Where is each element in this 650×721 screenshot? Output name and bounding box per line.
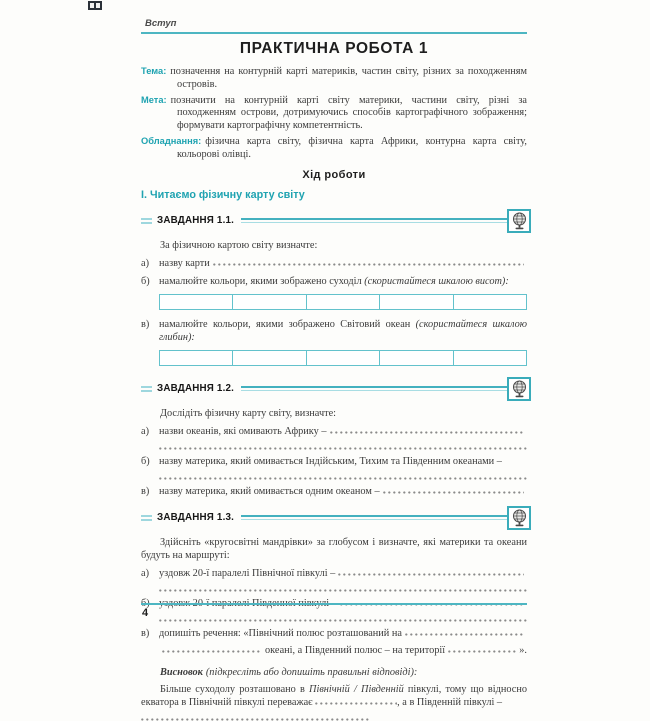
- color-box: [307, 294, 380, 310]
- task-1-1-band: [141, 209, 527, 233]
- equals-mark-icon: [141, 384, 152, 394]
- answer-dotted-line: [159, 447, 527, 450]
- conclusion-text: , а в Південній півкулі –: [397, 697, 503, 709]
- page-number: 4: [142, 607, 149, 619]
- item-marker: в): [141, 485, 150, 497]
- sentence-close: ».: [519, 644, 527, 656]
- item-text: намалюйте кольори, якими зображено суходіл: [159, 275, 362, 287]
- answer-dotted-line: [141, 718, 369, 721]
- task-1-1-item-b: [141, 275, 527, 313]
- task-1-2-item-a: [141, 425, 527, 450]
- item-marker: а): [141, 567, 149, 579]
- conclusion-paragraph: [141, 683, 527, 710]
- band-rule: [241, 386, 507, 392]
- equals-mark-icon: [141, 216, 152, 226]
- header-divider: [141, 32, 527, 34]
- item-text: назву материка, який омивається Індійським, Тихим та Південним океанами –: [159, 455, 502, 467]
- tema-label: Тема:: [141, 66, 167, 76]
- answer-dotted-line: [448, 650, 516, 653]
- conclusion-choice: Північній / Південній: [309, 683, 404, 695]
- task-1-2-item-v: [141, 485, 527, 498]
- color-box: [233, 350, 306, 366]
- answer-dotted-line: [159, 619, 527, 622]
- item-marker: в): [141, 627, 150, 639]
- conclusion-label: Висновок: [160, 666, 203, 678]
- meta-text: позначити на контурній карті світу материки, частини світу, різні за походженням острови, дотримуючись способів картографічного зображення; формувати картографічну компетентність.: [170, 94, 527, 132]
- conclusion-text: Більше суходолу розташовано в: [160, 683, 305, 695]
- color-box: [307, 350, 380, 366]
- band-rule: [241, 515, 507, 521]
- conclusion-text: півкулі, тому що відносно екватора в Північній півкулі переважає: [141, 683, 527, 709]
- desk-globe-icon: [507, 506, 531, 530]
- task-1-2-item-b: [141, 455, 527, 480]
- item-marker: б): [141, 275, 150, 287]
- task-1-3-item-v: [141, 627, 527, 657]
- color-box: [454, 294, 527, 310]
- task-1-1-intro: За фізичною картою світу визначте:: [160, 239, 318, 251]
- obladnannia-text: фізична карта світу, фізична карта Африки, контурна карта світу, кольорові олівці.: [177, 135, 527, 160]
- color-fill-boxes: [159, 294, 527, 310]
- answer-dotted-line: [315, 702, 397, 705]
- task-1-3-item-b: [141, 597, 527, 622]
- task-1-3-intro: Здійсніть «кругосвітні мандрівки» за глобусом і визначте, які материки та океани будуть на маршруті:: [141, 536, 527, 561]
- meta-block: [141, 65, 527, 162]
- item-text: назви океанів, які омивають Африку –: [159, 425, 327, 437]
- registration-mark-icon: [88, 1, 102, 10]
- item-marker: б): [141, 455, 150, 467]
- desk-globe-icon: [507, 209, 531, 233]
- running-head: Вступ: [145, 18, 177, 29]
- task-1-3-band: [141, 506, 527, 530]
- color-box: [380, 350, 453, 366]
- item-note: (скористайтеся шкалою глибин):: [159, 318, 527, 343]
- item-text: уздовж 20-ї паралелі Північної півкулі –: [159, 567, 336, 579]
- item-marker: в): [141, 318, 150, 330]
- meta-row-meta: [141, 94, 527, 133]
- tema-text: позначення на контурній карті материків, частин світу, різних за походженням островів.: [170, 66, 527, 90]
- item-text: назву материка, який омивається одним океаном –: [159, 485, 380, 497]
- task-1-2-intro: Дослідіть фізичну карту світу, визначте:: [160, 407, 337, 419]
- meta-row-obladnannia: [141, 135, 527, 162]
- answer-dotted-line: [405, 633, 524, 636]
- answer-dotted-line: [159, 589, 527, 592]
- answer-dotted-line: [338, 573, 524, 576]
- task-1-3-item-a: [141, 567, 527, 592]
- work-heading: Хід роботи: [302, 168, 366, 181]
- page-title: ПРАКТИЧНА РОБОТА 1: [239, 40, 429, 57]
- answer-dotted-line: [383, 491, 524, 494]
- answer-dotted-line: [159, 477, 527, 480]
- item-text: океані, а Південний полюс – на території: [265, 644, 446, 656]
- item-text: намалюйте кольори, якими зображено Світовий океан: [159, 318, 411, 330]
- desk-globe-icon: [507, 377, 531, 401]
- obladnannia-label: Обладнання:: [141, 135, 202, 146]
- item-note: (скористайтеся шкалою висот):: [364, 275, 509, 287]
- color-fill-boxes: [159, 350, 527, 366]
- band-rule: [241, 218, 507, 224]
- color-box: [159, 294, 233, 310]
- task-1-1-item-v: [141, 318, 527, 369]
- page-content: [141, 18, 527, 721]
- task-1-1-item-a: [141, 257, 527, 270]
- meta-label: Мета:: [141, 94, 167, 105]
- task-1-2-band: [141, 377, 527, 401]
- item-marker: а): [141, 425, 149, 437]
- footer-divider: [141, 603, 527, 605]
- conclusion-note: (підкресліть або допишіть правильні відповіді):: [205, 666, 418, 678]
- answer-dotted-line: [213, 263, 524, 266]
- answer-dotted-line: [330, 431, 524, 434]
- task-1-1-header: ЗАВДАННЯ 1.1.: [157, 215, 235, 227]
- color-box: [233, 294, 306, 310]
- task-1-2-header: ЗАВДАННЯ 1.2.: [157, 383, 235, 395]
- meta-row-tema: [141, 65, 527, 92]
- equals-mark-icon: [141, 513, 152, 523]
- answer-dotted-line: [162, 650, 262, 653]
- color-box: [380, 294, 453, 310]
- task-1-3-header: ЗАВДАННЯ 1.3.: [157, 512, 235, 524]
- item-marker: а): [141, 257, 149, 269]
- color-box: [159, 350, 233, 366]
- color-box: [454, 350, 527, 366]
- conclusion-heading: [141, 667, 527, 678]
- item-text: допишіть речення: «Північний полюс розташований на: [159, 627, 402, 639]
- section-heading: І. Читаємо фізичну карту світу: [141, 188, 305, 201]
- item-text: назву карти: [159, 257, 210, 269]
